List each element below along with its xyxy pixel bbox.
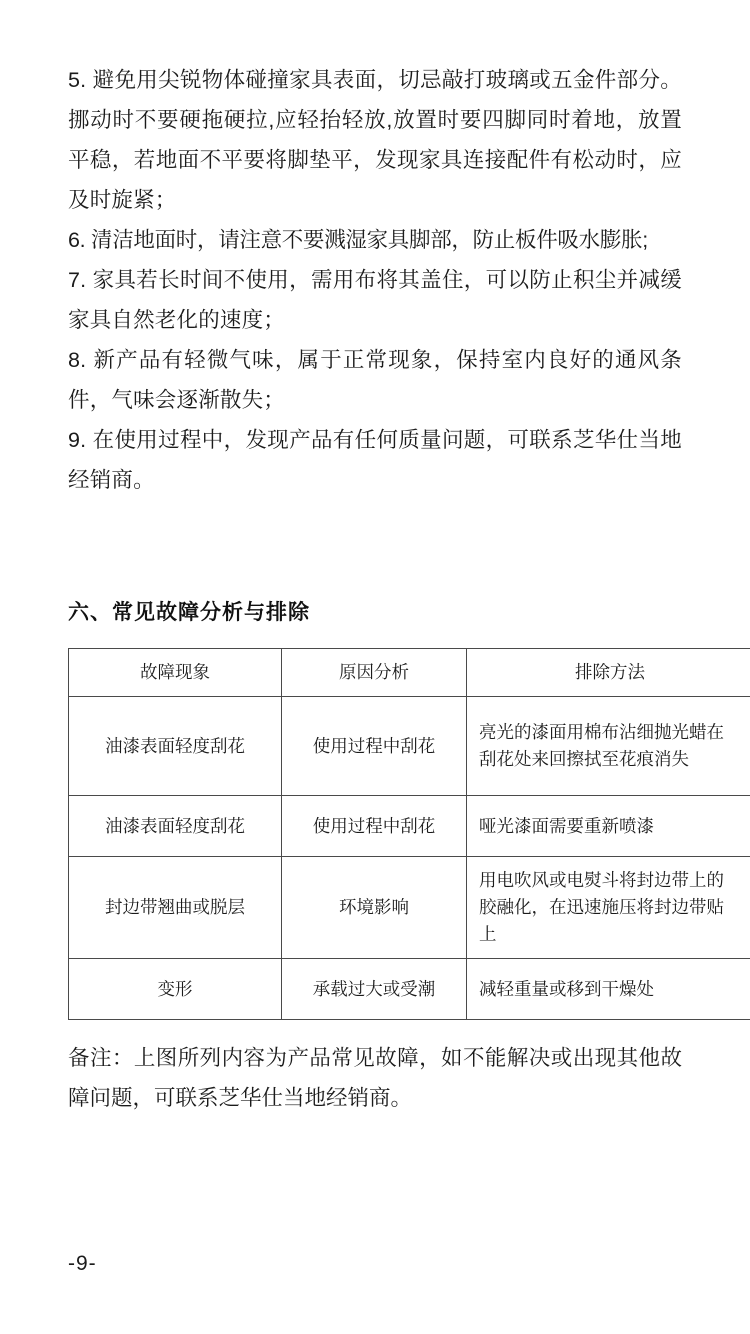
table-row [69,697,750,796]
cell-phenomenon: 油漆表面轻度刮花 [69,796,282,857]
cell-phenomenon: 油漆表面轻度刮花 [69,697,282,796]
table-header-cause: 原因分析 [282,649,467,697]
table-row [69,796,750,857]
section-heading-troubleshooting: 六、常见故障分析与排除 [68,601,310,624]
table-header-solution: 排除方法 [467,649,750,697]
page-number: -9- [68,1252,97,1275]
instruction-item-5: 5. 避免用尖锐物体碰撞家具表面，切忌敲打玻璃或五金件部分。挪动时不要硬拖硬拉,应轻抬轻放,放置时要四脚同时着地，放置平稳，若地面不平要将脚垫平，发现家具连接配件有松动时，应及时旋紧； [68,68,682,212]
table-header-row [69,649,750,697]
cell-phenomenon: 封边带翘曲或脱层 [69,857,282,959]
instruction-item-6: 6. 清洁地面时，请注意不要溅湿家具脚部，防止板件吸水膨胀; [68,228,648,252]
table-row [69,857,750,959]
instruction-item-9: 9. 在使用过程中，发现产品有任何质量问题，可联系芝华仕当地经销商。 [68,428,682,492]
cell-solution: 哑光漆面需要重新喷漆 [467,796,750,857]
table-note: 备注：上图所列内容为产品常见故障，如不能解决或出现其他故障问题，可联系芝华仕当地经销商。 [68,1046,682,1110]
cell-solution: 减轻重量或移到干燥处 [467,959,750,1020]
table-row [69,959,750,1020]
cell-cause: 承载过大或受潮 [282,959,467,1020]
table-header-phenomenon: 故障现象 [69,649,282,697]
cell-solution: 亮光的漆面用棉布沾细抛光蜡在刮花处来回擦拭至花痕消失 [467,697,750,796]
cell-cause: 使用过程中刮花 [282,697,467,796]
cell-phenomenon: 变形 [69,959,282,1020]
cell-cause: 使用过程中刮花 [282,796,467,857]
cell-cause: 环境影响 [282,857,467,959]
instruction-item-8: 8. 新产品有轻微气味，属于正常现象，保持室内良好的通风条件，气味会逐渐散失； [68,348,682,412]
instruction-item-7: 7. 家具若长时间不使用，需用布将其盖住，可以防止积尘并减缓家具自然老化的速度； [68,268,682,332]
cell-solution: 用电吹风或电熨斗将封边带上的胶融化，在迅速施压将封边带贴上 [467,857,750,959]
maintenance-instructions-list [68,60,682,500]
troubleshooting-table [68,648,750,1020]
